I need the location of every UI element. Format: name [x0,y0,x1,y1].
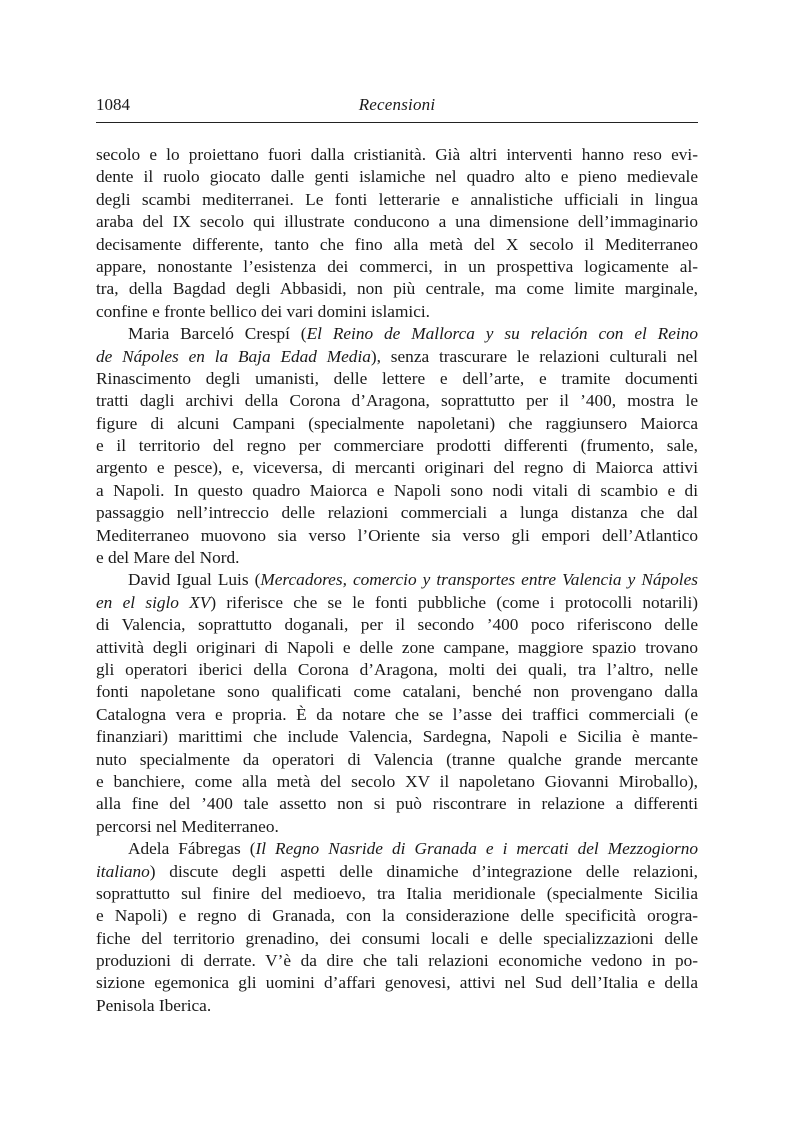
text-line [96,323,698,345]
text-line: finanziari) marittimi che include Valencia, Sardegna, Napoli e Sicilia è mante- [96,727,698,747]
text-line: tratti dagli archivi della Corona d’Aragona, soprattutto per il ’400, mostra le [96,391,698,411]
text-line: appare, nonostante l’esistenza dei commerci, in un prospettiva logicamente al- [96,256,698,276]
text-line: produzioni di derrate. V’è da dire che tali relazioni economiche vedono in po- [96,951,698,971]
text-line: gli operatori iberici della Corona d’Aragona, molti dei quali, tra l’altro, nelle [96,659,698,679]
text-line: sizione egemonica gli uomini d’affari genovesi, attivi nel Sud dell’Italia e della [96,973,698,993]
page-number: 1084 [96,95,130,114]
text-line: fonti napoletane sono qualificati come catalani, benché non provengano dalla [96,682,698,702]
text-line: secolo e lo proiettano fuori dalla cristianità. Già altri interventi hanno reso evi- [96,145,698,164]
text-line [96,838,698,860]
text-run: ) discute degli aspetti delle dinamiche d’integrazione delle relazioni, [149,861,698,881]
text-run: David Igual Luis ( [128,570,261,590]
text-line: e il territorio del regno per commerciare prodotti differenti (frumento, sale, [96,436,698,456]
text-line: soprattutto sul finire del medioevo, tra Italia meridionale (specialmente Sicilia [96,883,698,903]
text-line: dente il ruolo giocato dalle genti islamiche nel quadro alto e pieno medievale [96,167,698,187]
running-head-title: Recensioni [358,95,436,114]
text-line: Mediterraneo muovono sia verso l’Oriente sia verso gli empori dell’Atlantico [96,525,698,545]
text-run: Maria Barceló Crespí ( [128,324,307,344]
text-line: confine e fronte bellico dei vari domini islamici. [96,301,430,321]
text-line: argento e pesce), e, viceversa, di mercanti originari del regno di Maiorca attivi [96,458,698,478]
text-line: degli scambi mediterranei. Le fonti letterarie e annalistiche ufficiali in lingua [96,189,698,209]
text-line: e del Mare del Nord. [96,548,240,568]
text-run: ), senza trascurare le relazioni culturali nel [370,346,698,366]
text-line: araba del IX secolo qui illustrate conducono a una dimensione dell’immaginario [96,212,698,232]
text-line: e Napoli) e regno di Granada, con la considerazione delle specificità orogra- [96,906,698,926]
text-line: tra, della Bagdad degli Abbasidi, non più centrale, ma come limite marginale, [96,279,698,299]
text-line [96,569,698,591]
italic-title: de Nápoles en la Baja Edad Media [96,346,371,366]
italic-title: El Reino de Mallorca y su relación con el Reino [306,324,698,344]
text-line: decisamente differente, tanto che fino alla metà del X secolo il Mediterraneo [96,234,698,254]
text-line: percorsi nel Mediterraneo. [96,816,279,836]
text-line: passaggio nell’intreccio delle relazioni commerciali a lunga distanza che dal [96,503,698,523]
italic-title: Mercadores, comercio y transportes entre Valencia y Nápoles [260,570,698,590]
text-line: Penisola Iberica. [96,995,212,1015]
text-line: Catalogna vera e propria. È da notare che se l’asse dei traffici commerciali (e [96,704,698,724]
text-line: figure di alcuni Campani (specialmente napoletani) che raggiunsero Maiorca [96,413,698,433]
text-line: nuto specialmente da operatori di Valencia (tranne qualche grande mercante [96,749,698,769]
text-line: attività degli originari di Napoli e delle zone campane, maggiore spazio trovano [96,637,698,657]
text-line: fiche del territorio grenadino, dei consumi locali e delle specializzazioni delle [96,928,698,948]
text-line: di Valencia, soprattutto doganali, per il secondo ’400 poco riferiscono delle [96,615,698,635]
text-line: e banchiere, come alla metà del secolo XV il napoletano Giovanni Miroballo), [96,771,698,791]
text-line: a Napoli. In questo quadro Maiorca e Napoli sono nodi vitali di scambio e di [96,480,698,500]
text-line: alla fine del ’400 tale assetto non si può riscontrare in relazione a differenti [96,794,698,814]
text-run: Adela Fábregas ( [128,839,256,859]
italic-title: en el siglo XV [96,592,211,612]
body-text [96,144,698,1017]
text-line: Rinascimento degli umanisti, delle lettere e dell’arte, e tramite documenti [96,368,698,388]
running-header [96,94,698,123]
italic-title: Il Regno Nasride di Granada e i mercati del Mezzogiorno [255,839,698,859]
text-line [96,861,698,883]
text-run: ) riferisce che se le fonti pubbliche (come i protocolli notarili) [210,592,698,612]
text-line [96,346,698,368]
text-line [96,592,698,614]
italic-title: italiano [96,861,150,881]
